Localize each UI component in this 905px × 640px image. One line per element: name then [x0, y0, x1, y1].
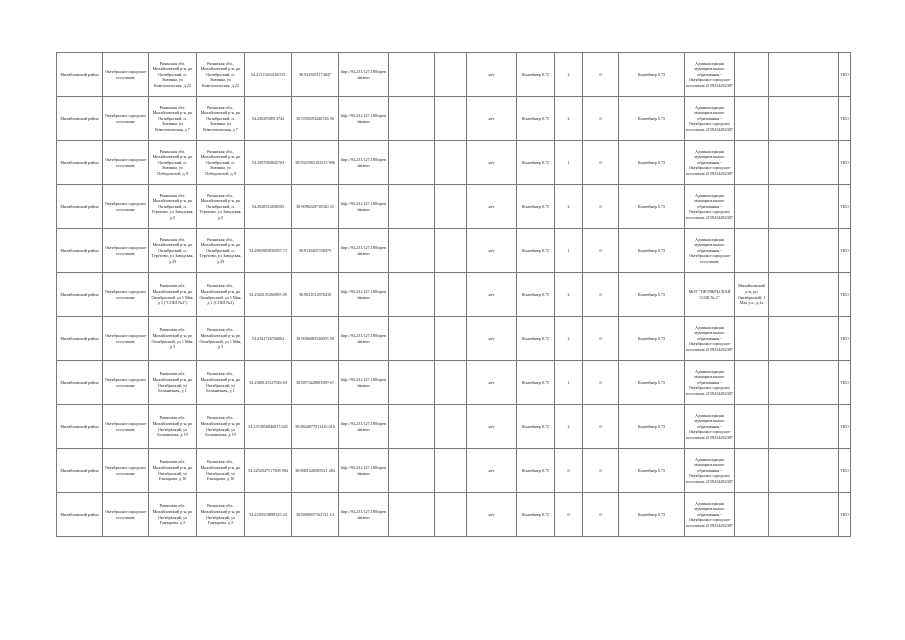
- cell-cell-8: [389, 493, 435, 537]
- cell-container-type: Контейнер 0.75: [517, 141, 555, 185]
- cell-longitude: 38.9359293446726 56: [292, 97, 339, 141]
- cell-count-planned: 0: [583, 493, 619, 537]
- cell-settlement: Октябрьское городское поселение: [103, 405, 149, 449]
- cell-owner-address: [735, 361, 769, 405]
- cell-container-type: Контейнер 0.75: [517, 493, 555, 537]
- cell-container-volume: Контейнер 0.75: [619, 185, 685, 229]
- cell-cell-8: [389, 229, 435, 273]
- cell-covered: нет: [467, 449, 517, 493]
- cell-cell-9: [435, 317, 467, 361]
- cell-settlement: Октябрьское городское поселение: [103, 97, 149, 141]
- cell-count-planned: 0: [583, 141, 619, 185]
- cell-container-volume: Контейнер 0.75: [619, 141, 685, 185]
- cell-latitude: 54.2302938913742: [245, 97, 292, 141]
- cell-cell-8: [389, 449, 435, 493]
- cell-settlement: Октябрьское городское поселение: [103, 361, 149, 405]
- cell-cell-8: [389, 273, 435, 317]
- cell-container-type: Контейнер 0.75: [517, 405, 555, 449]
- cell-container-type: Контейнер 0.75: [517, 273, 555, 317]
- cell-owner: Администрация муниципального образования - Октябрьское городское поселение 2159234282387: [685, 97, 735, 141]
- cell-settlement: Октябрьское городское поселение: [103, 185, 149, 229]
- cell-owner-address: [735, 405, 769, 449]
- cell-latitude: 54.2343135260895 09: [245, 273, 292, 317]
- container-sites-table: [56, 52, 851, 537]
- cell-container-volume: Контейнер 0.75: [619, 53, 685, 97]
- cell-container-volume: Контейнер 0.75: [619, 317, 685, 361]
- cell-waste-type: ТКО: [839, 53, 851, 97]
- cell-count-planned: 0: [583, 361, 619, 405]
- cell-data-url: http://94.231.127.180/opendatamo: [339, 273, 389, 317]
- cell-data-url: http://94.231.127.180/opendatamo: [339, 141, 389, 185]
- cell-count: 2: [555, 53, 583, 97]
- cell-latitude: 54.2252047517368 984: [245, 449, 292, 493]
- cell-container-type: Контейнер 0.75: [517, 97, 555, 141]
- cell-data-url: http://94.231.127.180/opendatamo: [339, 185, 389, 229]
- cell-container-type: Контейнер 0.75: [517, 317, 555, 361]
- cell-data-url: http://94.231.127.180/opendatamo: [339, 229, 389, 273]
- cell-covered: нет: [467, 273, 517, 317]
- cell-count-planned: 0: [583, 449, 619, 493]
- cell-settlement: Октябрьское городское поселение: [103, 229, 149, 273]
- cell-longitude: 38.8873420003589 67: [292, 361, 339, 405]
- cell-latitude: 54.2341726766862: [245, 317, 292, 361]
- cell-owner: Администрация муниципального образования - Октябрьское городское поселение 2159234282387: [685, 449, 735, 493]
- cell-waste-type: ТКО: [839, 141, 851, 185]
- cell-count-planned: 0: [583, 229, 619, 273]
- cell-cell-17: [769, 361, 839, 405]
- cell-owner: Администрация муниципального образования - Октябрьское городское поселение 2159234282387: [685, 185, 735, 229]
- cell-settlement: Октябрьское городское поселение: [103, 141, 149, 185]
- cell-address-short: Рязанская обл. Михайловский р-н, рп Октябрьский, п. Змеинка, ул Победителей, д 9: [149, 141, 197, 185]
- cell-owner-address: Михайловский р-н, рп Октябрьский, 1 Мая у.л., д.1а: [735, 273, 769, 317]
- cell-settlement: Октябрьское городское поселение: [103, 493, 149, 537]
- cell-cell-8: [389, 53, 435, 97]
- table-row: [57, 493, 851, 537]
- cell-count: 1: [555, 141, 583, 185]
- cell-count: 1: [555, 361, 583, 405]
- cell-covered: нет: [467, 141, 517, 185]
- cell-container-volume: Контейнер 0.75: [619, 273, 685, 317]
- cell-cell-9: [435, 185, 467, 229]
- cell-owner: Администрация муниципального образования - Октябрьское городское поселение 2159234282387: [685, 141, 735, 185]
- cell-waste-type: ТКО: [839, 361, 851, 405]
- cell-owner-address: [735, 317, 769, 361]
- cell-address-short: Рязанская обл. Михайловский р-н, рп Октябрьский, ул Гончарова, д 10: [149, 449, 197, 493]
- cell-count-planned: 0: [583, 53, 619, 97]
- cell-district: Михайловский район: [57, 97, 103, 141]
- cell-address-short: Рязанская обл. Михайловский р-н, рп Октябрьский, ул Гончарова, д 5: [149, 493, 197, 537]
- cell-latitude: 54.2028312638105: [245, 185, 292, 229]
- cell-cell-9: [435, 229, 467, 273]
- cell-district: Михайловский район: [57, 229, 103, 273]
- cell-cell-17: [769, 97, 839, 141]
- cell-cell-17: [769, 449, 839, 493]
- cell-covered: нет: [467, 97, 517, 141]
- cell-address-full: Рязанская обл., Михайловский р-н, рп Октябрьский, ул 1 Мая, д 1 (СОШ №2): [197, 273, 245, 317]
- cell-owner-address: [735, 493, 769, 537]
- cell-settlement: Октябрьское городское поселение: [103, 53, 149, 97]
- cell-count: 2: [555, 405, 583, 449]
- cell-waste-type: ТКО: [839, 229, 851, 273]
- cell-longitude: 38.9325903102315 906: [292, 141, 339, 185]
- cell-covered: нет: [467, 185, 517, 229]
- cell-cell-17: [769, 317, 839, 361]
- cell-container-volume: Контейнер 0.75: [619, 97, 685, 141]
- cell-district: Михайловский район: [57, 53, 103, 97]
- cell-cell-9: [435, 97, 467, 141]
- cell-waste-type: ТКО: [839, 185, 851, 229]
- cell-cell-17: [769, 53, 839, 97]
- cell-waste-type: ТКО: [839, 317, 851, 361]
- cell-cell-8: [389, 141, 435, 185]
- cell-address-full: Рязанская обл., Михайловский р-н, рп Октябрьский, п. Терехово, ул Заводская, д 2: [197, 185, 245, 229]
- cell-waste-type: ТКО: [839, 493, 851, 537]
- cell-cell-17: [769, 493, 839, 537]
- cell-settlement: Октябрьское городское поселение: [103, 449, 149, 493]
- cell-address-short: Рязанская обл. Михайловский р-н, рп Октябрьский, ул Больничная, д 1: [149, 361, 197, 405]
- cell-longitude: 38.9329451174047: [292, 53, 339, 97]
- cell-district: Михайловский район: [57, 185, 103, 229]
- cell-cell-9: [435, 273, 467, 317]
- cell-owner-address: [735, 229, 769, 273]
- table-body: [57, 53, 851, 537]
- cell-address-short: Рязанская обл. Михайловский р-н, рп Октябрьский, п. Змеинка, ул Комсомольская, д 22: [149, 53, 197, 97]
- cell-covered: нет: [467, 229, 517, 273]
- cell-district: Михайловский район: [57, 449, 103, 493]
- cell-cell-8: [389, 317, 435, 361]
- cell-owner: МОУ "ОКТЯБРЬСКАЯ СОШ № 2": [685, 273, 735, 317]
- table-row: [57, 141, 851, 185]
- cell-longitude: 38.9096220710540 45: [292, 185, 339, 229]
- cell-latitude: 54.2307080845703: [245, 141, 292, 185]
- cell-cell-9: [435, 361, 467, 405]
- cell-address-full: Рязанская обл., Михайловский р-н, рп Октябрьский, п. Змеинка, ул Комсомольская, д 22: [197, 53, 245, 97]
- cell-latitude: 54.2250310898325 24: [245, 493, 292, 537]
- cell-data-url: http://94.231.127.180/opendatamo: [339, 361, 389, 405]
- cell-longitude: 38.8844077911416 016: [292, 405, 339, 449]
- cell-container-type: Контейнер 0.75: [517, 53, 555, 97]
- cell-covered: нет: [467, 53, 517, 97]
- cell-owner-address: [735, 185, 769, 229]
- table-row: [57, 405, 851, 449]
- cell-container-type: Контейнер 0.75: [517, 361, 555, 405]
- cell-container-volume: Контейнер 0.75: [619, 361, 685, 405]
- cell-count: 2: [555, 273, 583, 317]
- cell-count: 2: [555, 97, 583, 141]
- cell-address-full: Рязанская обл., Михайловский р-н, рп Октябрьский, ул Гончарова, д 10: [197, 449, 245, 493]
- cell-cell-9: [435, 141, 467, 185]
- table-row: [57, 53, 851, 97]
- table-row: [57, 273, 851, 317]
- cell-address-short: Рязанская обл. Михайловский р-н, рп Октябрьский, п. Змеинка, ул Комсомольская, д 7: [149, 97, 197, 141]
- cell-container-volume: Контейнер 0.75: [619, 493, 685, 537]
- cell-longitude: 38.8881626585521 484: [292, 449, 339, 493]
- cell-address-short: Рязанская обл. Михайловский р-н, рп Октябрьский, ул Больничная, д 19: [149, 405, 197, 449]
- table-row: [57, 449, 851, 493]
- cell-cell-8: [389, 97, 435, 141]
- cell-count: 0: [555, 449, 583, 493]
- cell-owner-address: [735, 449, 769, 493]
- cell-longitude: 38.9006083526095 58: [292, 317, 339, 361]
- cell-count: 1: [555, 229, 583, 273]
- cell-waste-type: ТКО: [839, 273, 851, 317]
- cell-container-type: Контейнер 0.75: [517, 449, 555, 493]
- cell-owner-address: [735, 97, 769, 141]
- cell-waste-type: ТКО: [839, 97, 851, 141]
- cell-count-planned: 0: [583, 97, 619, 141]
- cell-cell-17: [769, 273, 839, 317]
- cell-waste-type: ТКО: [839, 449, 851, 493]
- cell-district: Михайловский район: [57, 317, 103, 361]
- table-row: [57, 317, 851, 361]
- cell-cell-9: [435, 405, 467, 449]
- cell-owner: Администрация муниципального образования - Октябрьское городское поселение 2159234282387: [685, 493, 735, 537]
- cell-longitude: 38.8898937162741 14: [292, 493, 339, 537]
- cell-address-full: Рязанская обл., Михайловский р-н, рп Октябрьский, п. Змеинка, ул Комсомольская, д 7: [197, 97, 245, 141]
- cell-data-url: http://94.231.127.180/opendatamo: [339, 317, 389, 361]
- cell-count-planned: 0: [583, 185, 619, 229]
- cell-owner: Администрация муниципального образования - Октябрьское городское поселение: [685, 229, 735, 273]
- cell-count: 2: [555, 317, 583, 361]
- cell-owner: Администрация муниципального образования - Октябрьское городское поселение 2159234282387: [685, 361, 735, 405]
- cell-count-planned: 0: [583, 273, 619, 317]
- cell-address-short: Рязанская обл. Михайловский р-н, рп Октябрьский, п. Терехово, ул Заводская, д 29: [149, 229, 197, 273]
- cell-address-full: Рязанская обл., Михайловский р-н, рп Октябрьский, ул Гончарова, д 5: [197, 493, 245, 537]
- cell-cell-8: [389, 361, 435, 405]
- cell-latitude: 54.2369141527926 69: [245, 361, 292, 405]
- cell-cell-17: [769, 405, 839, 449]
- cell-count-planned: 0: [583, 405, 619, 449]
- cell-district: Михайловский район: [57, 273, 103, 317]
- cell-data-url: http://94.231.127.180/opendatamo: [339, 97, 389, 141]
- cell-latitude: 54.2063903056593 73: [245, 229, 292, 273]
- cell-longitude: 38.9021012976418: [292, 273, 339, 317]
- cell-longitude: 38.9120487338475: [292, 229, 339, 273]
- cell-cell-17: [769, 185, 839, 229]
- cell-address-full: Рязанская обл., Михайловский р-н, рп Октябрьский, п. Змеинка, ул Победителей, д 9: [197, 141, 245, 185]
- cell-cell-17: [769, 141, 839, 185]
- cell-count: 2: [555, 185, 583, 229]
- cell-cell-9: [435, 493, 467, 537]
- cell-address-full: Рязанская обл., Михайловский р-н, рп Октябрьский, ул Больничная, д 1: [197, 361, 245, 405]
- cell-covered: нет: [467, 493, 517, 537]
- table-row: [57, 361, 851, 405]
- cell-data-url: http://94.231.127.180/opendatamo: [339, 449, 389, 493]
- cell-latitude: 54.21313264160155: [245, 53, 292, 97]
- cell-container-volume: Контейнер 0.75: [619, 449, 685, 493]
- cell-count-planned: 0: [583, 317, 619, 361]
- cell-container-type: Контейнер 0.75: [517, 185, 555, 229]
- cell-latitude: 54.2374956846815 625: [245, 405, 292, 449]
- document-page: [56, 52, 850, 537]
- cell-data-url: http://94.231.127.180/opendatamo: [339, 493, 389, 537]
- cell-waste-type: ТКО: [839, 405, 851, 449]
- cell-owner-address: [735, 141, 769, 185]
- cell-settlement: Октябрьское городское поселение: [103, 317, 149, 361]
- cell-settlement: Октябрьское городское поселение: [103, 273, 149, 317]
- cell-container-volume: Контейнер 0.75: [619, 405, 685, 449]
- table-row: [57, 229, 851, 273]
- cell-container-type: Контейнер 0.75: [517, 229, 555, 273]
- cell-owner: Администрация муниципального образования - Октябрьское городское поселение 2159234282387: [685, 53, 735, 97]
- cell-cell-8: [389, 185, 435, 229]
- cell-address-full: Рязанская обл., Михайловский р-н, рп Октябрьский, ул Больничная, д 19: [197, 405, 245, 449]
- cell-owner-address: [735, 53, 769, 97]
- cell-address-short: Рязанская обл. Михайловский р-н, рп Октябрьский, п. Терехово, ул Заводская, д 2: [149, 185, 197, 229]
- table-row: [57, 185, 851, 229]
- cell-district: Михайловский район: [57, 361, 103, 405]
- cell-address-short: Рязанская обл. Михайловский р-н, рп Октябрьский, ул 1 Мая, д 1 ("СОШ №2"): [149, 273, 197, 317]
- cell-district: Михайловский район: [57, 141, 103, 185]
- cell-covered: нет: [467, 361, 517, 405]
- cell-count: 0: [555, 493, 583, 537]
- cell-owner: Администрация муниципального образования - Октябрьское городское поселение 2159234282387: [685, 405, 735, 449]
- cell-covered: нет: [467, 317, 517, 361]
- cell-address-short: Рязанская обл. Михайловский р-н, рп Октябрьский, ул 1 Мая, д 5: [149, 317, 197, 361]
- cell-covered: нет: [467, 405, 517, 449]
- cell-cell-9: [435, 53, 467, 97]
- cell-data-url: http://94.231.127.180/opendatamo: [339, 405, 389, 449]
- cell-data-url: http://94.231.127.180/opendatamo: [339, 53, 389, 97]
- cell-owner: Администрация муниципального образования - Октябрьское городское поселение 2159234282387: [685, 317, 735, 361]
- cell-cell-8: [389, 405, 435, 449]
- cell-district: Михайловский район: [57, 493, 103, 537]
- cell-container-volume: Контейнер 0.75: [619, 229, 685, 273]
- cell-cell-17: [769, 229, 839, 273]
- cell-address-full: Рязанская обл., Михайловский р-н, рп Октябрьский, п. Терехово, ул Заводская, д 29: [197, 229, 245, 273]
- cell-cell-9: [435, 449, 467, 493]
- cell-address-full: Рязанская обл., Михайловский р-н, рп Октябрьский, ул 1 Мая, д 5: [197, 317, 245, 361]
- table-row: [57, 97, 851, 141]
- cell-district: Михайловский район: [57, 405, 103, 449]
